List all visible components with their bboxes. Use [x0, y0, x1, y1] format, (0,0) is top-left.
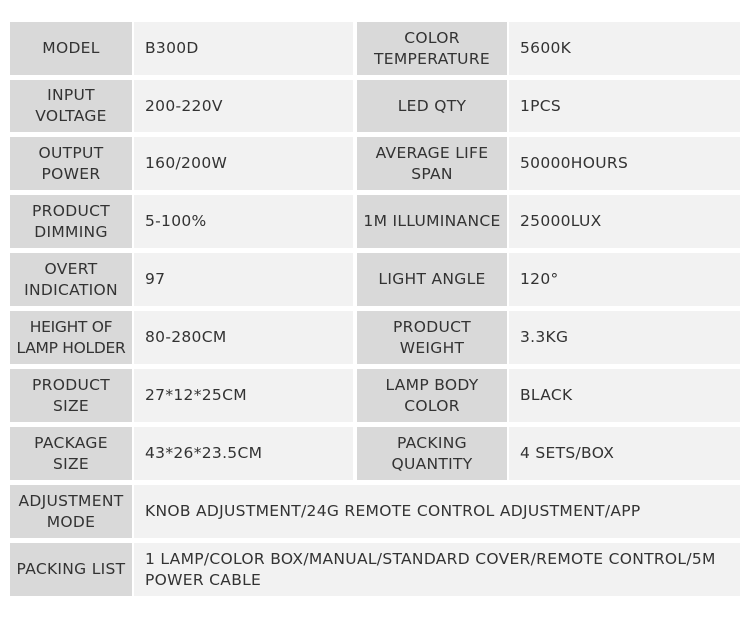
value-product-size: 27*12*25CM [134, 369, 353, 422]
label-height-of-lamp-holder: HEIGHT OF LAMP HOLDER [10, 311, 132, 364]
value-product-weight: 3.3KG [509, 311, 740, 364]
label-adjustment-mode: ADJUSTMENT MODE [10, 485, 132, 538]
value-product-dimming: 5-100% [134, 195, 353, 248]
value-height-of-lamp-holder: 80-280CM [134, 311, 353, 364]
value-packing-list: 1 LAMP/COLOR BOX/MANUAL/STANDARD COVER/REMOTE CONTROL/5M POWER CABLE [134, 543, 740, 596]
spec-row-output-power [10, 137, 740, 190]
value-adjustment-mode: KNOB ADJUSTMENT/24G REMOTE CONTROL ADJUSTMENT/APP [134, 485, 740, 538]
label-packing-quantity: PACKING QUANTITY [357, 427, 507, 480]
value-1m-illuminance: 25000LUX [509, 195, 740, 248]
label-product-weight: PRODUCT WEIGHT [357, 311, 507, 364]
label-product-dimming: PRODUCT DIMMING [10, 195, 132, 248]
label-packing-list: PACKING LIST [10, 543, 132, 596]
label-lamp-body-color: LAMP BODY COLOR [357, 369, 507, 422]
spec-row-height-of-lamp-holder [10, 311, 740, 364]
spec-row-packing-list [10, 543, 740, 596]
value-packing-quantity: 4 SETS/BOX [509, 427, 740, 480]
label-package-size: PACKAGE SIZE [10, 427, 132, 480]
spec-row-package-size [10, 427, 740, 480]
spec-row-overt-indication [10, 253, 740, 306]
label-model: MODEL [10, 22, 132, 75]
spec-row-product-size [10, 369, 740, 422]
label-color-temperature: COLOR TEMPERATURE [357, 22, 507, 75]
value-light-angle: 120° [509, 253, 740, 306]
spec-row-model [10, 22, 740, 75]
label-led-qty: LED QTY [357, 80, 507, 132]
value-model: B300D [134, 22, 353, 75]
value-average-life-span: 50000HOURS [509, 137, 740, 190]
spec-row-input-voltage [10, 80, 740, 132]
value-package-size: 43*26*23.5CM [134, 427, 353, 480]
spec-table [10, 22, 740, 601]
value-lamp-body-color: BLACK [509, 369, 740, 422]
label-product-size: PRODUCT SIZE [10, 369, 132, 422]
value-input-voltage: 200-220V [134, 80, 353, 132]
label-input-voltage: INPUT VOLTAGE [10, 80, 132, 132]
label-1m-illuminance: 1M ILLUMINANCE [357, 195, 507, 248]
value-output-power: 160/200W [134, 137, 353, 190]
value-led-qty: 1PCS [509, 80, 740, 132]
value-overt-indication: 97 [134, 253, 353, 306]
spec-row-product-dimming [10, 195, 740, 248]
label-overt-indication: OVERT INDICATION [10, 253, 132, 306]
spec-row-adjustment-mode [10, 485, 740, 538]
label-average-life-span: AVERAGE LIFE SPAN [357, 137, 507, 190]
value-color-temperature: 5600K [509, 22, 740, 75]
label-output-power: OUTPUT POWER [10, 137, 132, 190]
label-light-angle: LIGHT ANGLE [357, 253, 507, 306]
